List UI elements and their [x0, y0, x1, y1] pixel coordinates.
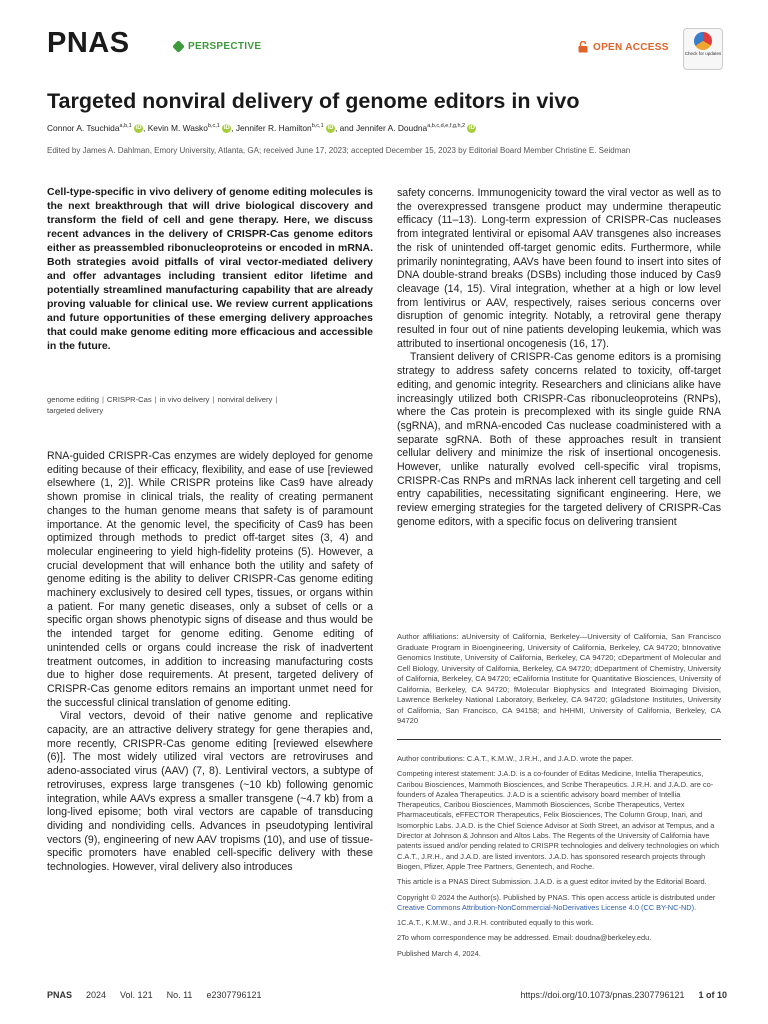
- direct-submission-note: This article is a PNAS Direct Submission. J.A.D. is a guest editor invited by the Editorial Board.: [397, 877, 707, 887]
- body-paragraph: Transient delivery of CRISPR-Cas genome editors is a promising strategy to address safety concerns related to toxicity, off-target editing, and genomic integrity. Researchers and clinicians alike have increasingly utilized both CRISPR-Cas ribonucleoproteins (RNPs), where the Cas protein is precomplexed with its single guide RNA (sgRNA), and mRNA-encoded Cas nuclease coadministered with a separate sgRNA. Both of these approaches result in transient cellular delivery and minimize the risk of insertional oncogenesis. However, unlike naturally evolved cell-specific viral tropisms, CRISPR-Cas RNPs and mRNAs lack inherent cell targeting and cell entry capabilities, necessitating significant engineering. Here, we review emerging strategies for the targeted delivery of CRISPR-Cas genome editors, with a specific focus on delivering transient: [397, 351, 721, 528]
- abstract: Cell-type-specific in vivo delivery of genome editing molecules is the next breakthrough that will drive biological discovery and transform the field of cell and gene therapy. Here, we discuss recent advances in the delivery of CRISPR-Cas genome editors either as preassembled ribonucleoproteins or encoded in mRNA. Both strategies avoid pitfalls of viral vector-mediated delivery and offer advantages including transient editor lifetime and potentially streamlined manufacturing capability that are already proving valuable for clinical use. We review current applications and future opportunities of these emerging delivery approaches that could make genome editing more efficacious and accessible in the future.: [47, 186, 373, 352]
- article-title: Targeted nonviral delivery of genome editors in vivo: [47, 89, 580, 113]
- copyright-text: Copyright © 2024 the Author(s). Published by PNAS. This open access article is distributed under: [397, 892, 716, 902]
- footer-doi-link[interactable]: https://doi.org/10.1073/pnas.2307796121: [520, 990, 685, 1000]
- author-list: Connor A. Tsuchida$^{a,b,1}$ iD , Kevin M. Wasko$^{b,c,1}$ iD , Jennifer R. Hamilton$^{b,c,1}$ iD , and Jennifer A. Doudna$^{a,b,c,d,e,f,g,h,2}$ iD: [47, 123, 475, 133]
- author-name[interactable]: Kevin M. Wasko: [147, 123, 208, 133]
- orcid-icon[interactable]: iD: [327, 125, 334, 132]
- check-for-updates-badge[interactable]: [683, 28, 723, 70]
- section-label: [174, 41, 261, 52]
- orcid-icon[interactable]: iD: [135, 125, 142, 132]
- keyword[interactable]: CRISPR-Cas: [106, 395, 152, 404]
- keyword[interactable]: in vivo delivery: [159, 395, 210, 404]
- published-date: Published March 4, 2024.: [397, 948, 481, 958]
- keyword[interactable]: nonviral delivery: [217, 395, 273, 404]
- copyright-note: [397, 893, 721, 914]
- body-paragraph: Viral vectors, devoid of their native genome and replicative capacity, are an attractive delivery strategy for gene therapies and, more recently, CRISPR-Cas genome editing [reviewed elsewhere (6)]. The most widely utilized viral vectors are retroviruses and adeno-associated virus (AAV) (7, 8). Lentiviral vectors, a subtype of retroviruses, express large transgenes (~10 kb) following genomic integration, while AAVs express a smaller transgene (~4.7 kb) from a long-lived episome; both viral vectors are capable of transducing dividing and nondividing cells. Advances in pseudotyping lentiviral vectors (9), engineering of new AAV tropisms (10), and use of tissue-specific promoters have enabled cell-specific delivery with these technologies. However, viral delivery also introduces: [47, 710, 373, 874]
- author-contributions: Author contributions: C.A.T., K.M.W., J.R.H., and J.A.D. wrote the paper.: [397, 754, 634, 763]
- orcid-icon[interactable]: iD: [468, 125, 475, 132]
- edited-by: Edited by James A. Dahlman, Emory University, Atlanta, GA; received June 17, 2023; accepted December 15, 2023 by Editorial Board Member Christine E. Seidman: [47, 146, 631, 155]
- footer-year: 2024: [86, 990, 107, 1000]
- article-notes: [397, 754, 721, 964]
- author-sup: a,b,1: [119, 123, 132, 130]
- author-sup: a,b,c,d,e,f,g,h,2: [427, 123, 466, 130]
- journal-logo: PNAS: [47, 27, 130, 59]
- keyword[interactable]: genome editing: [47, 395, 99, 404]
- author-sup: b,c,1: [311, 123, 324, 130]
- author-sup: b,c,1: [207, 123, 220, 130]
- footer-issue: No. 11: [166, 990, 193, 1000]
- competing-interests: Competing interest statement: J.A.D. is a co-founder of Editas Medicine, Intellia Therapeutics, Caribou Biosciences, Mammoth Biosciences, and Scribe Therapeutics. J.R.H. and J.A.D. are co-founders of Azalea Therapeutics. J.A.D is a scientific advisory board member of Intellia Therapeutics, Caribou Biosciences, Mammoth Biosciences, Scribe Therapeutics, Vertex Pharmaceuticals, eFFECTOR Therapeutics, Felix Biosciences, The Column Group, Inari, and Isomorphic Labs. J.A.D. is the Chief Science Advisor at Sixth Street, an advisor at Tempus, and a Director at Johnson & Johnson and Altos Labs. The Regents of the University of California have patents issued and/or pending related to CRISPR technologies and delivery technologies on which C.A.T., J.R.H., and J.A.D. are listed inventors. J.A.D. has sponsored research projects through Biogen, Pfizer, Apple Tree Partners, Genentech, and Roche.: [397, 769, 720, 871]
- body-left-column: [47, 450, 373, 875]
- body-right-column: [397, 187, 721, 530]
- footer-eid: e2307796121: [206, 990, 262, 1000]
- perspective-icon: [172, 40, 185, 53]
- author-name[interactable]: Jennifer R. Hamilton: [235, 123, 312, 133]
- divider: [397, 739, 721, 740]
- footer-volume: Vol. 121: [120, 990, 153, 1000]
- equal-contribution-note: 1C.A.T., K.M.W., and J.R.H. contributed equally to this work.: [397, 918, 594, 928]
- open-lock-icon: [578, 41, 588, 53]
- author-name[interactable]: Jennifer A. Doudna: [355, 123, 428, 133]
- body-paragraph: safety concerns. Immunogenicity toward the viral vector as well as to the overexpressed transgene product may undermine therapeutic efficacy (11–13). Long-term expression of CRISPR-Cas nucleases from integrated lentiviral or episomal AAV transgenes also increases the risk of unintended off-target genomic edits. Furthermore, while primarily nonintegrating, AAVs have been found to insert into sites of DNA double-strand breaks (DSBs) including those induced by Cas9 cleavage (14, 15). Viral integration, whether at a high or low level from lentivirus or AAV, respectively, raises serious concerns over disruption of genomic integrity. Notably, a retroviral gene therapy resulted in four out of nine patients developing leukemia, which was attributed to insertional oncogenesis (16, 17).: [397, 187, 721, 350]
- keyword[interactable]: targeted delivery: [47, 406, 104, 415]
- open-access-text: OPEN ACCESS: [593, 41, 669, 53]
- open-access-label[interactable]: [578, 41, 669, 53]
- check-updates-text: Check for updates: [684, 51, 722, 56]
- author-name[interactable]: Connor A. Tsuchida: [47, 123, 120, 133]
- keywords: genome editing | CRISPR-Cas | in vivo delivery | nonviral delivery | targeted delivery: [47, 395, 278, 415]
- correspondence-note: 2To whom correspondence may be addressed. Email: doudna@berkeley.edu.: [397, 933, 652, 943]
- orcid-icon[interactable]: iD: [223, 125, 230, 132]
- section-text: PERSPECTIVE: [188, 41, 262, 52]
- body-paragraph: RNA-guided CRISPR-Cas enzymes are widely deployed for genome editing because of their efficacy, flexibility, and ease of use [reviewed elsewhere (1, 2)]. While CRISPR proteins like Cas9 have already shown promise in clinical trials, the reality of creating permanent changes to the human genome means that safety is of paramount importance. At the genomic level, the specificity of Cas9 has been optimized through methods to predict off-target sites (3, 4) and molecular engineering to yield high-fidelity proteins (5). However, a crucial development that will enhance both the utility and safety of genome editing is the ability to deliver CRISPR-Cas genome editing machinery exclusively to desired cell types, tissues, or organs within a patient. For many genetic diseases, only a subset of cells or a specific organ shows phenotypic signs of disease and thus would be the intended target for genome editing. Genome editing of unintended cells or organs could increase the risk of inadvertent treatment outcomes, in addition to increasing manufacturing costs due to higher dose requirements. At present, targeted delivery of CRISPR-Cas genome editors remains an important unmet need for the successful clinical translation of genome editing.: [47, 450, 373, 709]
- footer-page-number: 1 of 10: [698, 990, 727, 1000]
- footer-journal: PNAS: [47, 990, 73, 1000]
- license-link[interactable]: Creative Commons Attribution-NonCommercial-NoDerivatives License 4.0 (CC BY-NC-ND).: [397, 902, 697, 912]
- author-affiliations: Author affiliations: aUniversity of California, Berkeley—University of California, San Francisco Graduate Program in Bioengineering, University of California, Berkeley, CA 94720; bInnovative Genomics Institute, University of California, Berkeley, CA 94720; cDepartment of Molecular and Cell Biology, University of California, Berkeley, CA 94720; dDepartment of Chemistry, University of California, Berkeley, CA 94720; eCalifornia Institute for Quantitative Biosciences, University of California, Berkeley, CA 94720; fMolecular Biophysics and Integrated Bioimaging Division, Lawrence Berkeley National Laboratory, Berkeley, CA 94720; gGladstone Institutes, University of California, San Francisco, CA 94158; and hHHMI, University of California, Berkeley, CA 94720: [397, 632, 721, 725]
- check-updates-icon: [694, 32, 712, 50]
